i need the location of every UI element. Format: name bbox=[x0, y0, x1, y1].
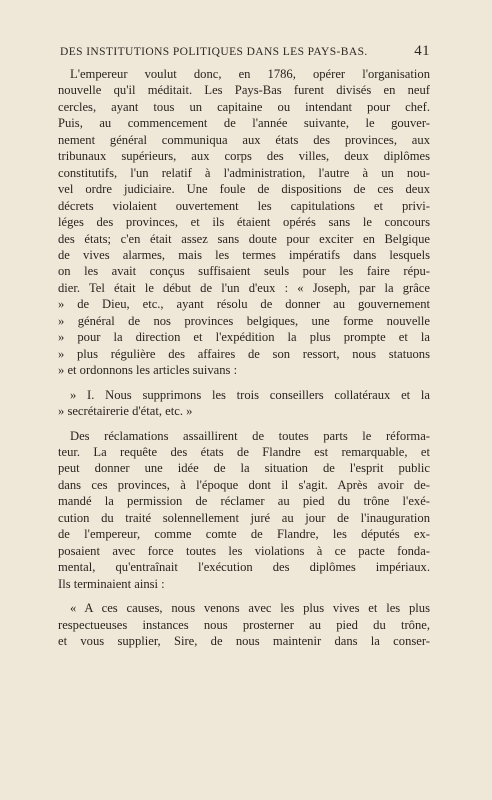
text-line: dans ces provinces, à l'époque dont il s'agit. Après avoir de- bbox=[58, 477, 430, 492]
text-line: vel ordre judiciaire. Une foule de dispositions de ces deux bbox=[58, 182, 430, 197]
text-line: cution du traité solennellement juré au jour de l'inauguration bbox=[58, 510, 430, 525]
page-number: 41 bbox=[414, 43, 430, 59]
text-line: « A ces causes, nous venons avec les plus vives et les plus bbox=[70, 601, 430, 616]
text-line: Ils terminaient ainsi : bbox=[58, 576, 165, 591]
text-line: et vous supplier, Sire, de nous maintenir dans la conser- bbox=[58, 633, 430, 648]
text-line: décrets violaient ouvertement les capitulations et privi- bbox=[58, 198, 430, 213]
text-line: de l'empereur, comme comte de Flandre, les députés ex- bbox=[58, 527, 430, 542]
text-line: L'empereur voulut donc, en 1786, opérer l'organisation bbox=[70, 67, 430, 81]
text-line: teur. La requête des états de Flandre est remarquable, et bbox=[58, 444, 430, 459]
paragraph-4 bbox=[58, 600, 430, 649]
text-line: de vives alarmes, mais les termes impératifs dans lesquels bbox=[58, 247, 430, 262]
page-body bbox=[58, 66, 430, 649]
paragraph-2 bbox=[58, 387, 430, 420]
text-line: dier. Tel était le début de l'un d'eux : « Joseph, par la grâce bbox=[58, 280, 430, 295]
text-line: mental, qu'entraînait l'exécution des diplômes impériaux. bbox=[58, 560, 430, 575]
paragraph-1 bbox=[58, 66, 430, 379]
text-line: posaient avec force toutes les violations à ce pacte fonda- bbox=[58, 543, 430, 558]
text-line: Puis, au commencement de l'année suivante, le gouver- bbox=[58, 116, 430, 131]
text-line: » général de nos provinces belgiques, une forme nouvelle bbox=[58, 313, 430, 328]
text-line: » secrétairerie d'état, etc. » bbox=[58, 404, 193, 419]
text-line: » et ordonnons les articles suivans : bbox=[58, 363, 238, 378]
running-title: DES INSTITUTIONS POLITIQUES DANS LES PAYS-BAS. bbox=[60, 46, 368, 58]
text-line: tribunaux supérieurs, aux corps des villes, deux diplômes bbox=[58, 149, 430, 164]
text-line: on les avait conçus suffisaient seuls pour les faire répu- bbox=[58, 264, 430, 279]
running-header bbox=[60, 43, 430, 60]
text-line: cercles, ayant tous un capitaine ou intendant pour chef. bbox=[58, 99, 430, 114]
text-line: Des réclamations assaillirent de toutes parts le réforma- bbox=[70, 428, 430, 443]
text-line: léges des provinces, et ils étaient opérés sans le concours bbox=[58, 215, 430, 230]
paragraph-3 bbox=[58, 428, 430, 593]
text-line: » de Dieu, etc., ayant résolu de donner au gouvernement bbox=[58, 297, 430, 312]
text-line: des états; c'en était assez sans doute pour exciter en Belgique bbox=[58, 231, 430, 246]
text-line: constitutifs, l'un relatif à l'administration, l'autre à un nou- bbox=[58, 165, 430, 180]
text-line: » pour la direction et l'expédition la plus prompte et la bbox=[58, 330, 430, 345]
text-line: nouvelle qu'il méditait. Les Pays-Bas furent divisés en neuf bbox=[58, 83, 430, 98]
text-line: » I. Nous supprimons les trois conseillers collatéraux et la bbox=[70, 387, 430, 402]
text-line: peut donner une idée de la situation de l'esprit public bbox=[58, 461, 430, 476]
text-line: nement général communiqua aux états des provinces, aux bbox=[58, 132, 430, 147]
text-line: » plus régulière des affaires de son ressort, nous statuons bbox=[58, 346, 430, 361]
text-line: respectueuses instances nous prosterner au pied du trône, bbox=[58, 617, 430, 632]
text-line: mandé la permission de réclamer au pied du trône l'exé- bbox=[58, 494, 430, 509]
